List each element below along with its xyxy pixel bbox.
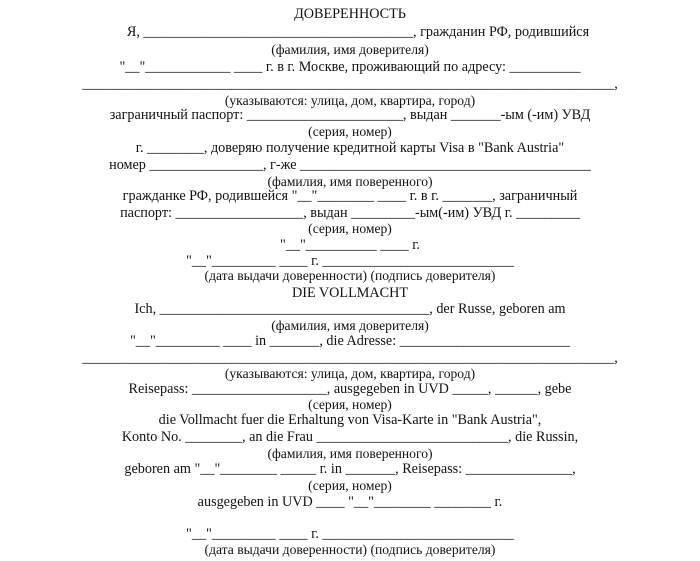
- address-line-de: ___________________________________________________________________________,: [82, 350, 618, 366]
- attorney-passport-hint-de: (серия, номер): [308, 478, 392, 493]
- principal-line-ru: Я, ______________________________________, гражданин РФ, родившийся: [126, 24, 590, 40]
- attorney-passport-line-de: ausgegeben in UVD ____ "__"________ ________ г.: [197, 494, 503, 510]
- issue-date-line-ru: "__"__________ ____ г.: [280, 237, 420, 253]
- signature-line-ru: "__"_________ ____ г. ___________________________: [186, 253, 514, 269]
- signature-hint-ru: (дата выдачи доверенности) (подпись доверителя): [204, 268, 496, 283]
- birth-line-de: "__"_________ ____ in _______, die Adresse: ________________________: [130, 333, 570, 349]
- attorney-hint-de: (фамилия, имя поверенного): [267, 446, 433, 461]
- document-title-de: DIE VOLLMACHT: [292, 285, 408, 301]
- account-line-de: Konto No. ________, an die Frau ___________________________, die Russin,: [121, 429, 579, 445]
- address-line-ru: ___________________________________________________________________________,: [82, 76, 618, 92]
- passport-hint-de: (серия, номер): [308, 397, 392, 412]
- principal-hint-ru: (фамилия, имя доверителя): [271, 42, 429, 57]
- address-hint-ru: (указываются: улица, дом, квартира, город): [224, 93, 476, 108]
- card-line-de: die Vollmacht fuer die Erhaltung von Visa-Karte in "Bank Austria",: [158, 412, 542, 428]
- principal-line-de: Ich, ______________________________________, der Russe, geboren am: [134, 301, 566, 317]
- address-hint-de: (указываются: улица, дом, квартира, город): [224, 366, 476, 381]
- signature-line-de: "__"_________ ____ г. ___________________________: [186, 526, 514, 542]
- attorney-passport-hint-ru: (серия, номер): [308, 221, 392, 236]
- attorney-hint-ru: (фамилия, имя поверенного): [267, 174, 433, 189]
- passport-line-ru: заграничный паспорт: ______________________, выдан _______-ым (-им) УВД: [109, 107, 591, 123]
- passport-line-de: Reisepass: ___________________, ausgegeben in UVD _____, ______, gebe: [128, 381, 572, 397]
- principal-hint-de: (фамилия, имя доверителя): [271, 318, 429, 333]
- birth-line-ru: "__"____________ ____ г. в г. Москве, проживающий по адресу: __________: [119, 59, 581, 75]
- attorney-birth-line-ru: гражданке РФ, родившейся "__"________ ____ г. в г. _______, заграничный: [122, 188, 578, 204]
- attorney-birth-line-de: geboren am "__"________ _____ г. in _______, Reisepass: _______________,: [124, 461, 576, 477]
- passport-hint-ru: (серия, номер): [308, 124, 392, 139]
- document-title-ru: ДОВЕРЕННОСТЬ: [294, 6, 406, 22]
- account-line-ru: номер ________________, г-же _________________________________________: [109, 157, 591, 173]
- card-line-ru: г. ________, доверяю получение кредитной карты Visa в "Bank Austria": [135, 140, 565, 156]
- signature-hint-de: (дата выдачи доверенности) (подпись доверителя): [204, 542, 496, 557]
- attorney-passport-line-ru: паспорт: __________________, выдан _________-ым(-им) УВД г. _________: [120, 205, 580, 221]
